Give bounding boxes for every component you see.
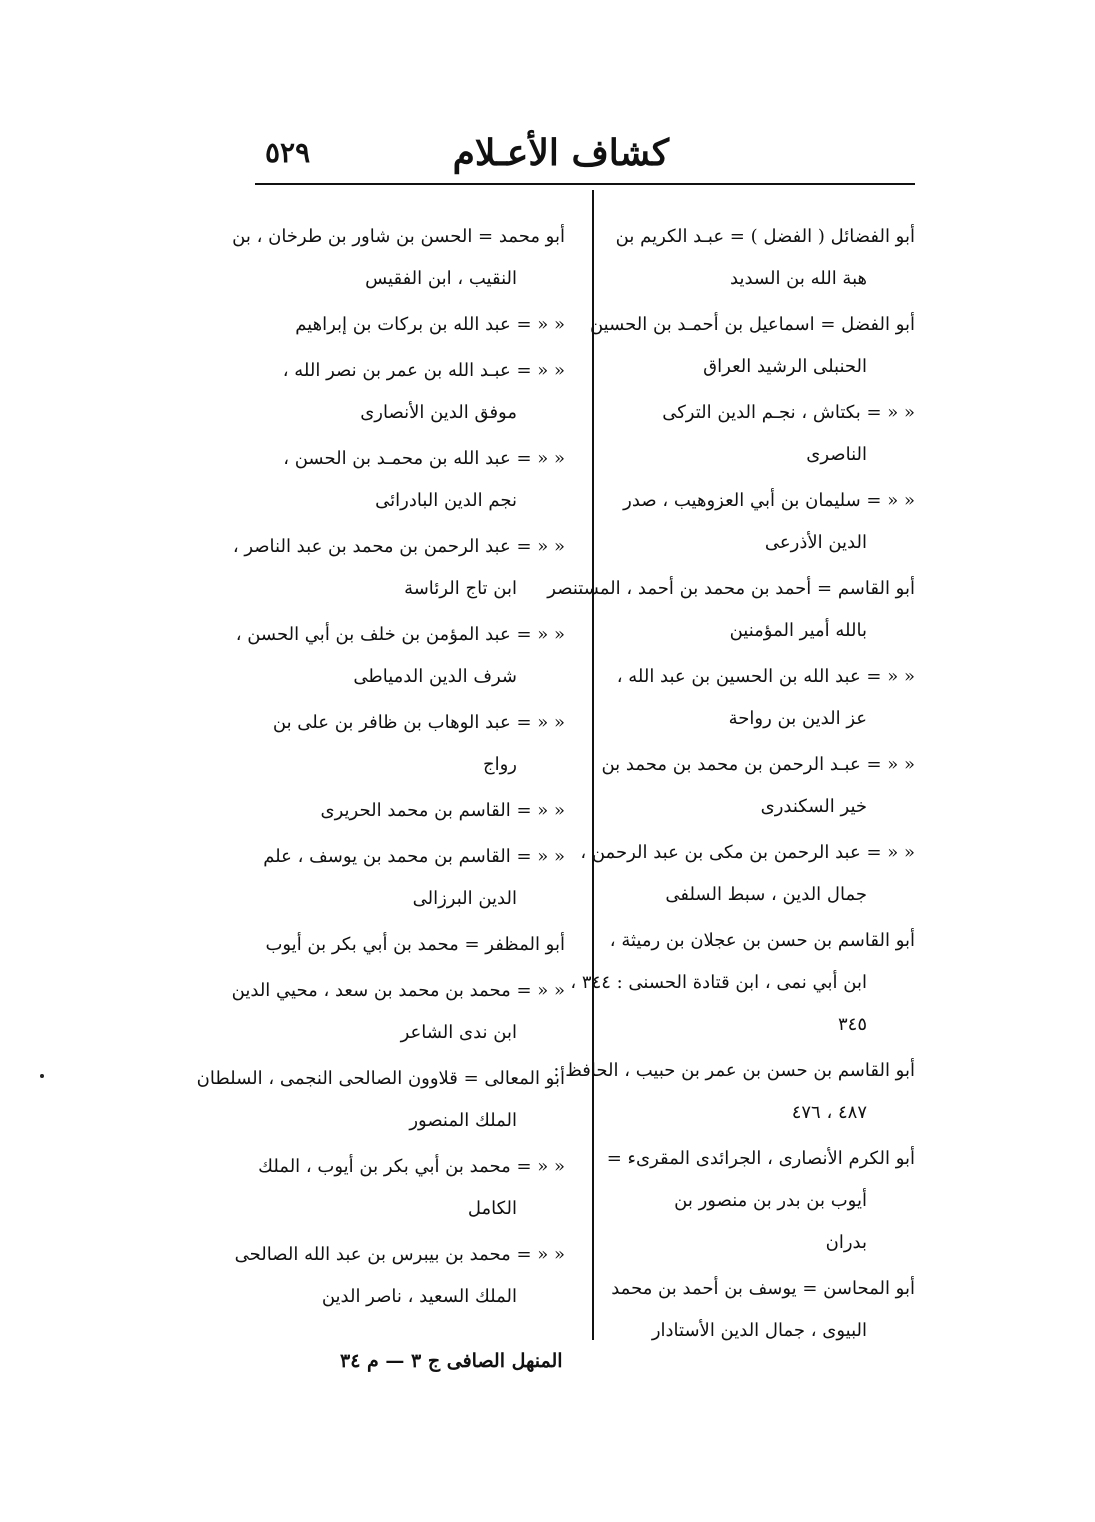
- entry-continuation-line: جمال الدين ، سبط السلفى: [665, 884, 867, 905]
- entry-continuation-line: عز الدين بن رواحة: [728, 708, 867, 729]
- entry-continuation-line: الملك المنصور: [409, 1110, 517, 1131]
- index-entry: [606, 1138, 915, 1264]
- entry-heading-line: « « = محمد بن محمد بن سعد ، محيي الدين: [231, 980, 565, 1001]
- entry-continuation-line: بدران: [825, 1232, 867, 1253]
- entry-heading-line: « « = بكتاش ، نجـم الدين التركى: [662, 402, 915, 423]
- index-entry: [553, 1050, 915, 1134]
- entry-continuation-line: موفق الدين الأنصارى: [360, 402, 517, 423]
- entry-continuation-line: ٣٤٥: [837, 1014, 867, 1035]
- index-entry: [196, 1058, 565, 1142]
- index-entry: [255, 836, 565, 920]
- page-footer: المنهل الصافى ج ٣ — م ٣٤: [340, 1350, 563, 1372]
- entry-heading-line: « « = عبد الرحمن بن محمد بن عبد الناصر ،: [232, 536, 565, 557]
- index-entry: [235, 614, 565, 698]
- entry-continuation-line: الكامل: [467, 1198, 517, 1219]
- index-entry: [231, 970, 565, 1054]
- index-entry: [613, 1268, 915, 1352]
- entry-heading-line: أبو المحاسن = يوسف بن أحمد بن محمد: [611, 1278, 915, 1299]
- entry-heading-line: « « = عبد الله بن محمـد بن الحسن ،: [283, 448, 565, 469]
- entry-continuation-line: ابن ندى الشاعر: [400, 1022, 517, 1043]
- entry-continuation-line: نجم الدين البادرائى: [375, 490, 517, 511]
- index-entry: [255, 790, 565, 832]
- entry-continuation-line: شرف الدين الدمياطى: [353, 666, 517, 687]
- index-entry: [255, 1146, 565, 1230]
- page-title: كشاف الأعـلام: [452, 132, 669, 174]
- column-divider: [592, 190, 594, 1340]
- entry-heading-line: « « = عبـد الرحمن بن محمد بن محمد بن: [601, 754, 915, 775]
- entry-continuation-line: رواج: [482, 754, 517, 775]
- index-entry: [613, 216, 915, 300]
- index-entry: [613, 480, 915, 564]
- entry-heading-line: أبو الفضل = اسماعيل بن أحمـد بن الحسين: [589, 314, 915, 335]
- index-entry: [232, 526, 565, 610]
- entry-continuation-line: ٤٨٧ ، ٤٧٦: [791, 1102, 867, 1123]
- entry-continuation-line: ابن أبي نمى ، ابن قتادة الحسنى : ٣٤٤ ،: [570, 972, 867, 993]
- entry-heading-line: « « = محمد بن بيبرس بن عبد الله الصالحى: [234, 1244, 565, 1265]
- entry-heading-line: « « = عبد الرحمن بن مكى بن عبد الرحمن ،: [580, 842, 915, 863]
- entry-heading-line: « « = القاسم بن محمد الحريرى: [320, 800, 565, 821]
- index-entry: [570, 920, 915, 1046]
- entry-heading-line: « « = عبد الوهاب بن ظافر بن على بن: [272, 712, 565, 733]
- entry-heading-line: أبو القاسم بن حسن بن عمر بن حبيب ، الحافظ :: [553, 1060, 915, 1081]
- entry-continuation-line: هبة الله بن السديد: [730, 268, 867, 289]
- entry-heading-line: أبو محمد = الحسن بن شاور بن طرخان ، بن: [232, 226, 565, 247]
- entry-continuation-line: بالله أمير المؤمنين: [729, 620, 867, 641]
- index-entry: [547, 568, 915, 652]
- entry-continuation-line: ابن تاج الرئاسة: [404, 578, 517, 599]
- entry-continuation-line: أيوب بن بدر بن منصور بن: [674, 1190, 867, 1211]
- index-entry: [234, 1234, 565, 1318]
- index-entry: [255, 702, 565, 786]
- index-entry: [255, 304, 565, 346]
- header-rule: [255, 183, 915, 185]
- entry-heading-line: « « = محمد بن أبي بكر بن أيوب ، الملك: [258, 1156, 565, 1177]
- entry-continuation-line: الناصرى: [806, 444, 867, 465]
- entry-continuation-line: خير السكندرى: [760, 796, 867, 817]
- entry-continuation-line: الدين الأذرعى: [764, 532, 867, 553]
- index-entry: [255, 350, 565, 434]
- index-entry: [601, 744, 915, 828]
- page-header: [255, 128, 915, 178]
- left-column: [196, 216, 565, 1322]
- index-entry: [255, 924, 565, 966]
- entry-heading-line: « « = عبد المؤمن بن خلف بن أبي الحسن ،: [235, 624, 565, 645]
- entry-continuation-line: النقيب ، ابن الفقيس: [365, 268, 517, 289]
- entry-heading-line: أبو المظفر = محمد بن أبي بكر بن أيوب: [265, 934, 565, 955]
- entry-heading-line: « « = القاسم بن محمد بن يوسف ، علم: [263, 846, 565, 867]
- index-entry: [580, 832, 915, 916]
- index-entry: [232, 216, 565, 300]
- index-entry: [613, 656, 915, 740]
- entry-heading-line: أبو القاسم بن حسن بن عجلان بن رميثة ،: [609, 930, 915, 951]
- entry-heading-line: « « = سليمان بن أبي العزوهيب ، صدر: [623, 490, 915, 511]
- entry-continuation-line: الحنبلى الرشيد العراق: [703, 356, 867, 377]
- entry-continuation-line: البيوى ، جمال الدين الأستادار: [651, 1320, 867, 1341]
- right-column: [547, 216, 915, 1356]
- index-entry: [255, 438, 565, 522]
- entry-heading-line: أبو الكرم الأنصارى ، الجرائدى المقرىء =: [606, 1148, 915, 1169]
- index-entry: [613, 392, 915, 476]
- entry-continuation-line: الملك السعيد ، ناصر الدين: [321, 1286, 517, 1307]
- entry-heading-line: « « = عبد الله بن بركات بن إبراهيم: [295, 314, 565, 335]
- entry-heading-line: « « = عبد الله بن الحسين بن عبد الله ،: [616, 666, 915, 687]
- entry-heading-line: أبو الفضائل ( الفضل ) = عبـد الكريم بن: [615, 226, 915, 247]
- entry-heading-line: أبو المعالى = قلاوون الصالحى النجمى ، السلطان: [196, 1068, 565, 1089]
- entry-heading-line: أبو القاسم = أحمد بن محمد بن أحمد ، المستنصر: [547, 578, 915, 599]
- index-entry: [589, 304, 915, 388]
- entry-heading-line: « « = عبـد الله بن عمر بن نصر الله ،: [282, 360, 565, 381]
- entry-continuation-line: الدين البرزالى: [412, 888, 517, 909]
- stray-mark: [40, 1074, 44, 1078]
- page-number: ٥٢٩: [265, 136, 311, 169]
